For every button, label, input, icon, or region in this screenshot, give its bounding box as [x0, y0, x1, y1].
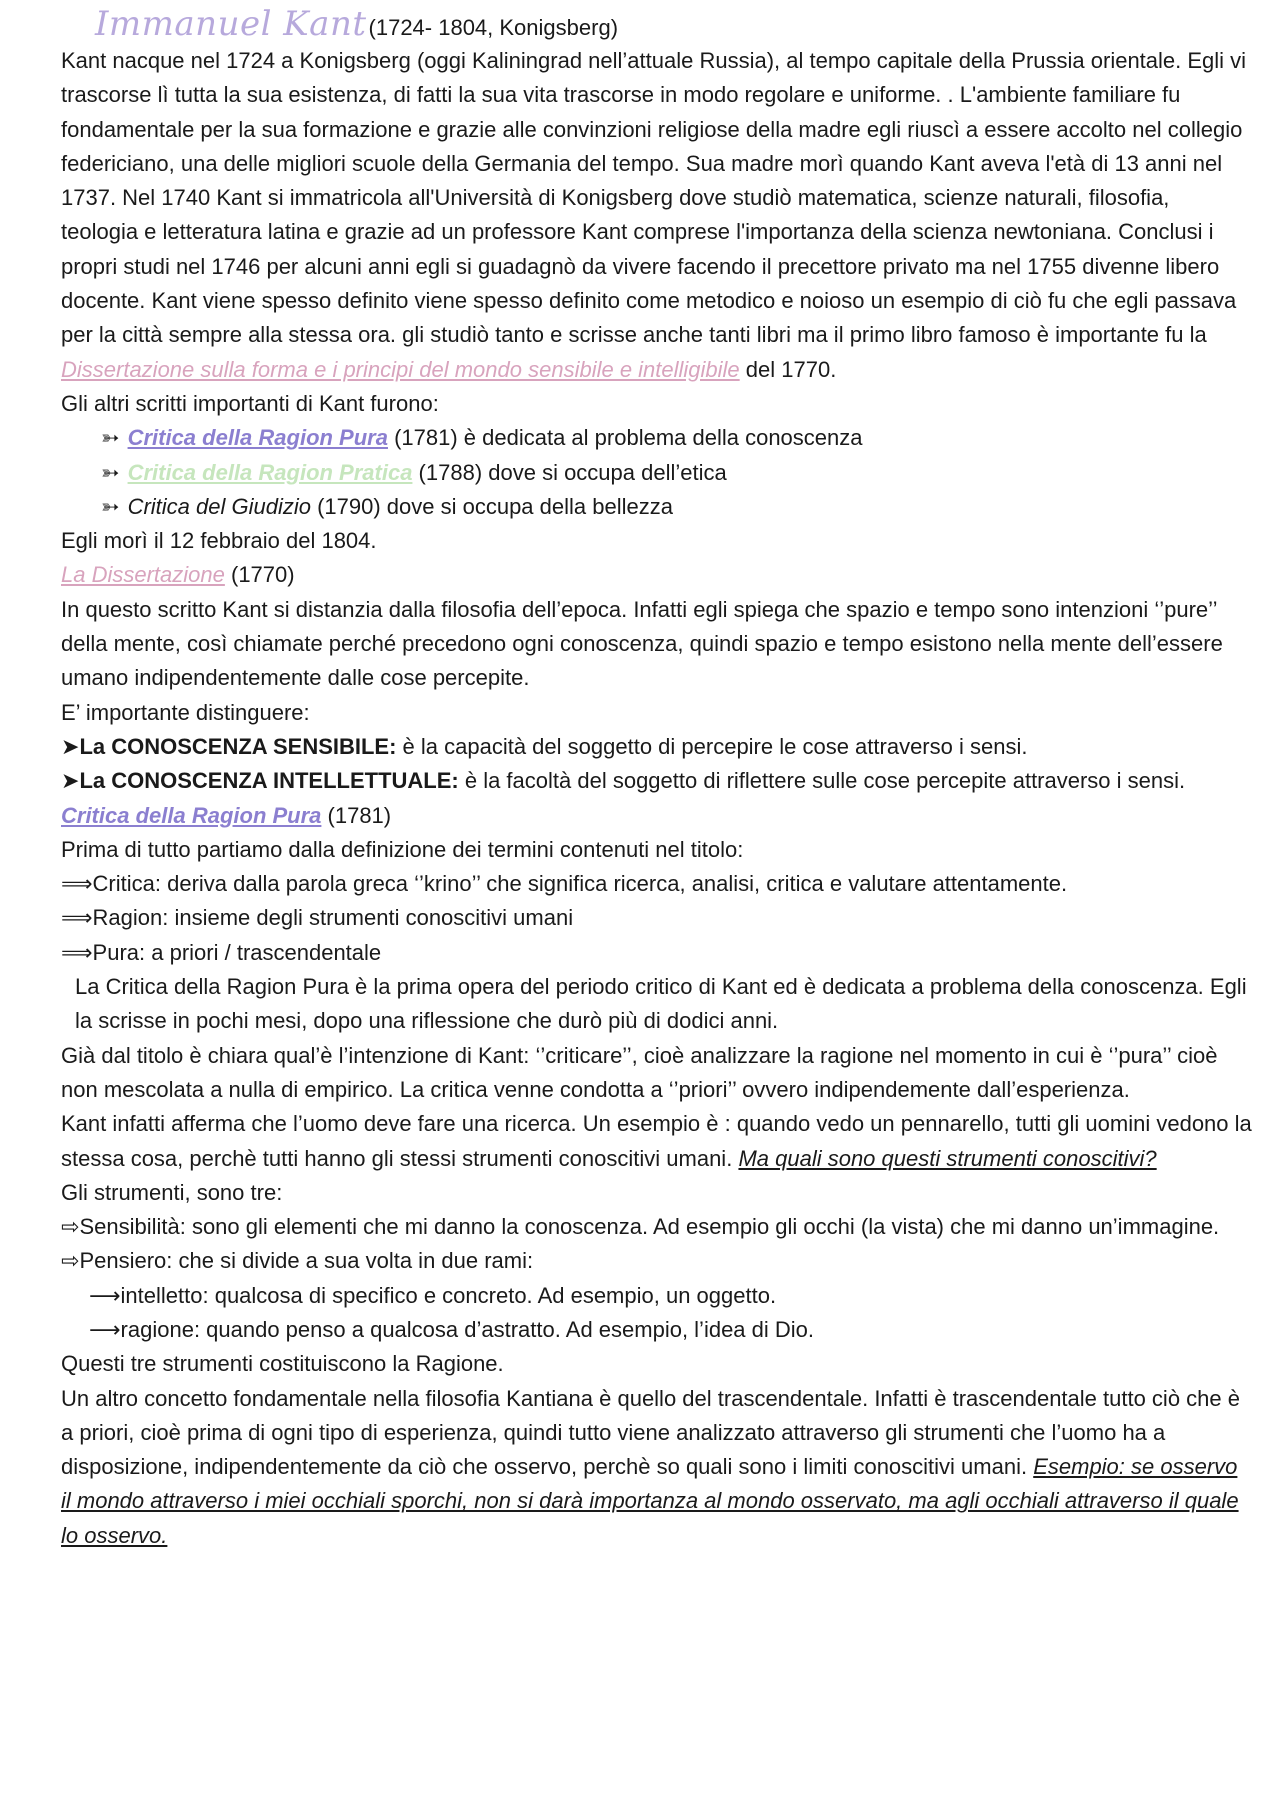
tool-text: Pensiero: che si divide a sua volta in due rami: [79, 1248, 534, 1274]
double-arrow-icon: ⟹ [61, 939, 93, 965]
critica-intro: Prima di tutto partiamo dalla definizione dei termini contenuti nel titolo: [61, 836, 744, 862]
tool-text: Sensibilità: sono gli elementi che mi danno la conoscenza. Ad esempio gli occhi (la vista) che mi danno un’immagine. [79, 1214, 1220, 1240]
critica-ragion-pura-link[interactable]: Critica della Ragion Pura [127, 425, 388, 451]
writing-item [61, 456, 1252, 490]
critica-ragion-pratica-link[interactable]: Critica della Ragion Pratica [127, 459, 413, 485]
branch-text: ragione: quando penso a qualcosa d’astratto. Ad esempio, l’idea di Dio. [120, 1316, 815, 1342]
document-title [61, 0, 1252, 44]
critica-paragraph-3 [61, 1107, 1252, 1176]
tools-outro: Questi tre strumenti costituiscono la Ragione. [61, 1351, 504, 1377]
glasses-example: Esempio: se osservo il mondo attraverso i miei occhiali sporchi, non si darà importanza al mondo osservato, ma agli occhiali attraverso il quale lo osservo. [61, 1454, 1239, 1548]
triangle-arrow-icon: ➤ [61, 768, 80, 794]
section-heading-critica [61, 799, 1252, 833]
knowledge-text: è la capacità del soggetto di percepire le cose attraverso i sensi. [396, 733, 1028, 759]
hollow-arrow-icon: ⇨ [61, 1214, 80, 1240]
title-script-name: Immanuel Kant [95, 4, 367, 44]
writings-intro: Gli altri scritti importanti di Kant furono: [61, 390, 439, 416]
death-date: Egli morì il 12 febbraio del 1804. [61, 528, 377, 554]
term-text: Pura: a priori / trascendentale [92, 939, 382, 965]
bio-paragraph [61, 44, 1252, 387]
arrow-bullet-icon: ➳ [101, 459, 120, 485]
critica-paragraph-2: Già dal titolo è chiara qual’è l’intenzione di Kant: ‘’criticare’’, cioè analizzare la ragione nel momento in cui è ‘’pura’’ cioè non mescolata a nulla di empirico. La critica venne condotta a ‘’priori’’ ovvero indipendemente dall’esperienza. [61, 1042, 1218, 1102]
term-item [61, 901, 1252, 935]
knowledge-item [61, 730, 1252, 764]
bio-text: Kant nacque nel 1724 a Konigsberg (oggi Kaliningrad nell’attuale Russia), al tempo capitale della Prussia orientale. Egli vi trascorse lì tutta la sua esistenza, di fatti la sua vita trascorse in modo regolare e uniforme. . L'ambiente familiare fu fondamentale per la sua formazione e grazie alle convinzioni religiose della madre egli riuscì a essere accolto nel collegio federiciano, una delle migliori scuole della Germania del tempo. Sua madre morì quando Kant aveva l'età di 13 anni nel 1737. Nel 1740 Kant si immatricola all'Università di Konigsberg dove studiò matematica, scienze naturali, filosofia, teologia e letteratura latina e grazie ad un professore Kant comprese l'importanza della scienza newtoniana. Conclusi i propri studi nel 1746 per alcuni anni egli si guadagnò da vivere facendo il precettore privato ma nel 1755 divenne libero docente. Kant viene spesso definito viene spesso definito come metodico e noioso un esempio di ciò fu che egli passava per la città sempre alla stessa ora. gli studiò tanto e scrisse anche tanti libri ma il primo libro famoso è importante fu la [61, 48, 1247, 348]
writing-desc: (1788) dove si occupa dell’etica [412, 459, 727, 485]
section-heading-dissertazione [61, 558, 1252, 592]
term-item [61, 936, 1252, 970]
branch-item [61, 1279, 1252, 1313]
tools-question: Ma quali sono questi strumenti conoscitivi? [738, 1145, 1157, 1171]
term-text: Critica: deriva dalla parola greca ‘’krino’’ che significa ricerca, analisi, critica e valutare attentamente. [92, 871, 1068, 897]
dissertazione-heading-link[interactable]: La Dissertazione [61, 562, 225, 588]
hollow-arrow-icon: ⇨ [61, 1248, 80, 1274]
branch-item [61, 1313, 1252, 1347]
long-arrow-icon: ⟶ [89, 1282, 121, 1308]
term-item [61, 867, 1252, 901]
critica-paragraph-4 [61, 1382, 1252, 1553]
double-arrow-icon: ⟹ [61, 905, 93, 931]
distinguish-intro: E’ importante distinguere: [61, 699, 310, 725]
branch-text: intelletto: qualcosa di specifico e concreto. Ad esempio, un oggetto. [120, 1282, 777, 1308]
p4-text: Un altro concetto fondamentale nella filosofia Kantiana è quello del trascendentale. Infatti è trascendentale tutto ciò che è a priori, cioè prima di ogni tipo di esperienza, quindi tutto viene analizzato attraverso gli strumenti che l’uomo ha a disposizione, indipendentemente da ciò che osservo, perchè so quali sono i limiti conoscitivi umani. [61, 1385, 1240, 1480]
p3-text: Kant infatti afferma che l’uomo deve fare una ricerca. Un esempio è : quando vedo un pennarello, tutti gli uomini vedono la stessa cosa, perchè tutti hanno gli stessi strumenti conoscitivi umani. [61, 1111, 1252, 1171]
critica-quote: La Critica della Ragion Pura è la prima opera del periodo critico di Kant ed è dedicata a problema della conoscenza. Egli la scrisse in pochi mesi, dopo una riflessione che durò più di dodici anni. [75, 974, 1247, 1034]
critica-giudizio-title: Critica del Giudizio [127, 493, 311, 519]
dissertazione-link[interactable]: Dissertazione sulla forma e i principi del mondo sensibile e intelligibile [61, 356, 740, 382]
writing-item [61, 421, 1252, 455]
tools-intro: Gli strumenti, sono tre: [61, 1179, 283, 1205]
knowledge-item [61, 764, 1252, 798]
tool-item [61, 1210, 1252, 1244]
arrow-bullet-icon: ➳ [101, 425, 120, 451]
critica-heading-link[interactable]: Critica della Ragion Pura [61, 802, 322, 828]
writing-desc: (1790) dove si occupa della bellezza [310, 493, 673, 519]
term-text: Ragion: insieme degli strumenti conoscitivi umani [92, 905, 574, 931]
title-dates: (1724- 1804, Konigsberg) [368, 15, 619, 40]
tool-item [61, 1244, 1252, 1278]
long-arrow-icon: ⟶ [89, 1316, 121, 1342]
double-arrow-icon: ⟹ [61, 871, 93, 897]
heading-year: (1770) [224, 562, 295, 588]
heading-year: (1781) [321, 802, 392, 828]
knowledge-text: è la facoltà del soggetto di riflettere sulle cose percepite attraverso i sensi. [458, 768, 1186, 794]
dissertazione-body: In questo scritto Kant si distanzia dalla filosofia dell’epoca. Infatti egli spiega che spazio e tempo sono intenzioni ‘’pure’’ della mente, così chiamate perché precedono ogni conoscenza, quindi spazio e tempo esistono nella mente dell’essere umano indipendentemente dalle cose percepite. [61, 596, 1223, 691]
knowledge-label: La CONOSCENZA INTELLETTUALE: [79, 768, 459, 794]
writing-item [61, 490, 1252, 524]
writing-desc: (1781) è dedicata al problema della conoscenza [387, 425, 863, 451]
bio-tail: del 1770. [739, 356, 837, 382]
arrow-bullet-icon: ➳ [101, 493, 120, 519]
triangle-arrow-icon: ➤ [61, 733, 80, 759]
knowledge-label: La CONOSCENZA SENSIBILE: [79, 733, 397, 759]
